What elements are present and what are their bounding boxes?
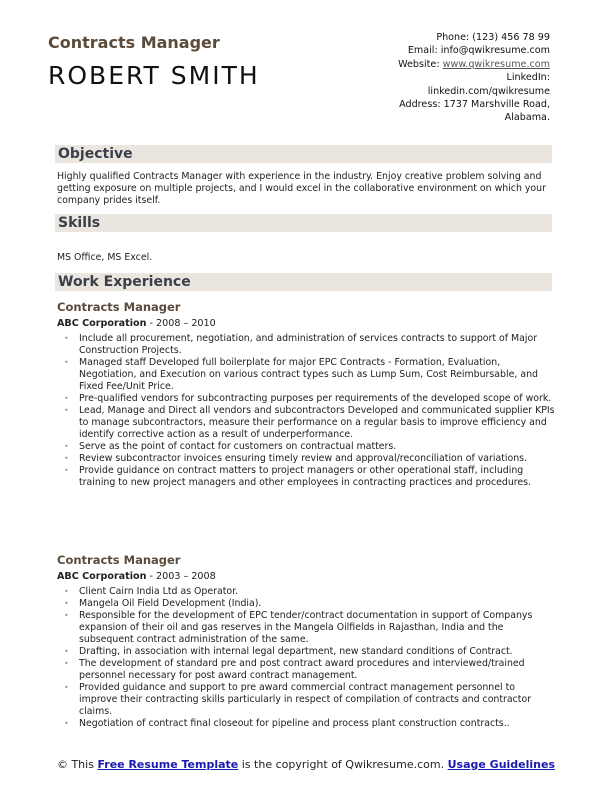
- job-title: Contracts Manager: [57, 300, 181, 314]
- bullet: • Drafting, in association with internal legal department, new standard conditions of Contract.: [79, 646, 555, 658]
- bullet: • Provided guidance and support to pre award commercial contract management personnel to improve their contracting skills particularly in respect of compilation of contracts and contractor claims.: [79, 682, 555, 718]
- bullet: • Provide guidance on contract matters to project managers or other operational staff, including training to new project managers and other employees in contracting practices and procedures.: [79, 465, 555, 489]
- bullet: • Include all procurement, negotiation, and administration of services contracts to support of Major Construction Projects.: [79, 333, 555, 357]
- usage-guidelines-link[interactable]: Usage Guidelines: [447, 758, 556, 771]
- skills-heading: Skills: [55, 214, 552, 232]
- objective-text: Highly qualified Contracts Manager with experience in the industry. Enjoy creative problem solving and getting exposure on multiple projects, and I would excel in the collaborative environment on which your company prides itself.: [57, 171, 546, 206]
- linkedin-label: LinkedIn:: [506, 72, 550, 84]
- skills-text: MS Office, MS Excel.: [57, 252, 153, 263]
- bullet: • Responsible for the development of EPC tender/contract documentation in support of Companys expansion of their oil and gas reserves in the Mangela Oilfields in Rajasthan, India and the subsequent contract administration of the same.: [79, 610, 555, 646]
- job-company-line: [57, 571, 216, 582]
- footer-middle: is the copyright of Qwikresume.com.: [238, 758, 448, 771]
- job-company-line: [57, 318, 216, 329]
- bullet: • Mangela Oil Field Development (India).: [79, 598, 555, 610]
- job-bullets: [57, 586, 555, 730]
- footer-copyright: [0, 758, 612, 771]
- company-name: ABC Corporation: [57, 571, 147, 582]
- bullet: • Review subcontractor invoices ensuring timely review and approval/reconciliation of variations.: [79, 453, 555, 465]
- contact-phone: Phone: (123) 456 78 99: [436, 32, 550, 43]
- bullet: • Serve as the point of contact for customers on contractual matters.: [79, 441, 555, 453]
- job-dates: - 2003 – 2008: [146, 571, 216, 582]
- website-label: Website:: [398, 58, 443, 70]
- objective-heading: Objective: [55, 145, 552, 163]
- linkedin-value: linkedin.com/qwikresume: [427, 85, 550, 97]
- footer-prefix: © This: [56, 758, 98, 771]
- contact-email: Email: info@qwikresume.com: [407, 45, 550, 57]
- job-bullets: [57, 333, 555, 489]
- bullet: • Managed staff Developed full boilerplate for major EPC Contracts - Formation, Evaluation, Negotiation, and Execution on various contract types such as Lump Sum, Cost Reimbursable, and Fixed Fee/Unit Price.: [79, 357, 555, 393]
- bullet: • Lead, Manage and Direct all vendors and subcontractors Developed and communicated supplier KPIs to manage subcontractors, measure their performance on a regular basis to improve efficiency and identify corrective action as a result of underperformance.: [79, 405, 555, 441]
- work-experience-heading: Work Experience: [55, 273, 552, 291]
- job-dates: - 2008 – 2010: [146, 318, 216, 329]
- company-name: ABC Corporation: [57, 318, 147, 329]
- bullet: • The development of standard pre and post contract award procedures and interviewed/trained personnel necessary for post award contract management.: [79, 658, 555, 682]
- bullet: • Negotiation of contract final closeout for pipeline and process plant construction contracts..: [79, 718, 555, 730]
- job-title: Contracts Manager: [57, 553, 181, 567]
- header-job-title: Contracts Manager: [48, 33, 220, 52]
- bullet: • Pre-qualified vendors for subcontracting purposes per requirements of the developed scope of work.: [79, 393, 555, 405]
- contact-block: [350, 31, 550, 125]
- candidate-name: ROBERT SMITH: [48, 61, 260, 90]
- free-resume-template-link[interactable]: Free Resume Template: [97, 758, 239, 771]
- contact-website-row: [350, 58, 550, 71]
- website-link[interactable]: www.qwikresume.com: [442, 58, 550, 70]
- bullet: • Client Cairn India Ltd as Operator.: [79, 586, 555, 598]
- contact-address: Address: 1737 Marshville Road, Alabama.: [399, 99, 550, 124]
